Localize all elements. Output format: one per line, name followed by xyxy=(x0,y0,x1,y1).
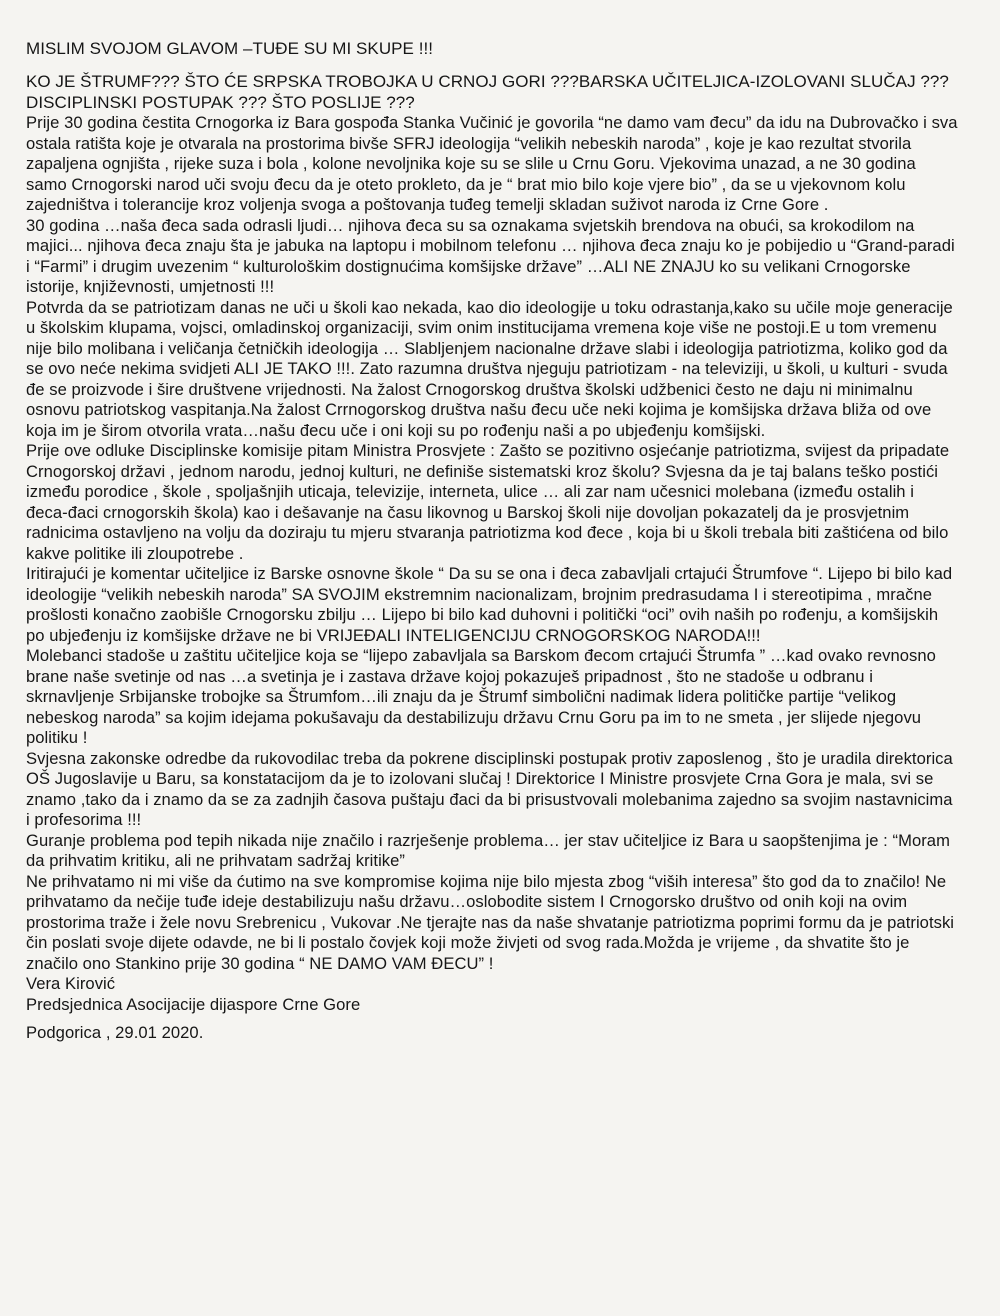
signature-role: Predsjednica Asocijacije dijaspore Crne Gore xyxy=(26,994,361,1014)
document-subtitle: KO JE ŠTRUMF??? ŠTO ĆE SRPSKA TROBOJKA U CRNOJ GORI ???BARSKA UČITELJICA-IZOLOVANI SLUČAJ ??? DISCIPLINSKI POSTUPAK ??? ŠTO POSLIJE ??? xyxy=(26,72,949,112)
paragraph-9: Ne prihvatamo ni mi više da ćutimo na sve kompromise kojima nije bilo mjesta zbog “viših interesa” što god da to značilo! Ne prihvatamo da nečije tuđe ideje destabilizuju našu državu…oslobodite sistem I Crnogorsko društvo od onih koji na ovim prostorima traže i žele novu Srebrenicu , Vukovar .Ne tjerajte nas da naše shvatanje patriotizma poprimi formu da je patriotski čin poslati svoje dijete odavde, ne bi li postalo čovjek koji može živjeti od svog rada.Možda je vrijeme , da shvatite što je značilo ono Stankino prije 30 godina “ NE DAMO VAM ĐECU” ! xyxy=(26,871,955,973)
paragraph-2: 30 godina …naša đeca sada odrasli ljudi… njihova đeca su sa oznakama svjetskih brendova na obući, sa krokodilom na majici... njihova đeca znaju šta je jabuka na laptopu i mobilnom telefonu … njihova đeca znaju ko je pobijedio u “Grand-paradi i “Farmi” i drugim uvezenim “ kulturološkim dostignućima komšijske države” …ALI NE ZNAJU ko su velikani Crnogorske istorije, književnosti, umjetnosti !!! xyxy=(26,215,955,296)
paragraph-3: Potvrda da se patriotizam danas ne uči u školi kao nekada, kao dio ideologije u toku odrastanja,kako su učile moje generacije u školskim klupama, vojsci, omladinskoj organizaciji, svim onim institucijama vremena koje više ne postoji.E u tom vremenu nije bilo molibana i veličanja četničkih ideologija … Slabljenjem nacionalne države slabi i ideologija patriotizma, koliko god da se ovo neće nekima svidjeti ALI JE TAKO !!!. Zato razumna društva njeguju patriotizam - na televiziji, u školi, u kulturi - svuda đe se proizvode i šire društvene vrijednosti. Na žalost Crnogorskog društva školski udžbenici često ne daju ni minimalnu osnovu patriotskog vaspitanja.Na žalost Crrnogorskog društva našu đecu uče neki kojima je komšijska država bliža od ove koja im je širom otvorila vrata…našu đecu uče i oni koji su po rođenju naši a po ubjeđenju komšijski. xyxy=(26,297,953,440)
paragraph-4: Prije ove odluke Disciplinske komisije pitam Ministra Prosvjete : Zašto se pozitivno osjećanje patriotizma, svijest da pripadate Crnogorskoj državi , jednom narodu, jednoj kulturi, ne definiše sistematski kroz školu? Svjesna da je taj balans teško postići između porodice , škole , spoljašnjih uticaja, televizije, interneta, ulice … ali zar nam učesnici molebana (između ostalih i đeca-đaci crnogorskih škola) kao i dešavanje na času likovnog u Barskoj školi nije dovoljan pokazatelj da je prosvjetnim radnicima ostavljeno na volju da doziraju tu mjeru stvaranja patriotizma kod đece , koja bi u školi trebala biti zaštićena od bilo kakve politike ili zloupotrebe . xyxy=(26,441,950,563)
paragraph-7: Svjesna zakonske odredbe da rukovodilac treba da pokrene disciplinski postupak protiv zaposlenog , što je uradila direktorica OŠ Jugoslavije u Baru, sa konstatacijom da je to izolovani slučaj ! Direktorice I Ministre prosvjete Crna Gora je mala, svi se znamo ,tako da i znamo da se za zadnjih časova puštaju đaci da bi prisustvovali molebanima zajedno sa svojim nastavnicima i profesorima !!! xyxy=(26,748,953,829)
paragraph-8: Guranje problema pod tepih nikada nije značilo i razrješenje problema… jer stav učiteljice iz Bara u saopštenjima je : “Moram da prihvatim kritiku, ali ne prihvatam sadržaj kritike” xyxy=(26,830,950,870)
document-title: MISLIM SVOJOM GLAVOM –TUĐE SU MI SKUPE !!! xyxy=(26,39,434,58)
paragraph-1: Prije 30 godina čestita Crnogorka iz Bara gospođa Stanka Vučinić je govorila “ne damo vam đecu” da idu na Dubrovačko i sva ostala ratišta koje je otvarala na prostorima bivše SFRJ ideologija “velikih nebeskih naroda” , koje je kao rezultat stvorila zapaljena ognjišta , rijeke suza i bola , kolone nevoljnika koje su se slile u Crnu Goru. Vjekovima unazad, a ne 30 godina samo Crnogorski narod uči svoju đecu da je oteto prokleto, da je “ brat mio bilo koje vjere bio” , da se u vjekovnom kolu zajedništva i tolerancije kroz voljenja svoga a poštovanja tuđeg temelji skladan suživot naroda iz Crne Gore . xyxy=(26,113,958,214)
place-date: Podgorica , 29.01 2020. xyxy=(26,1023,204,1042)
paragraph-5: Iritirajući je komentar učiteljice iz Barske osnovne škole “ Da su se ona i đeca zabavljali crtajući Štrumfove “. Lijepo bi bilo kad ideologije “velikih nebeskih naroda” SA SVOJIM ekstremnim nacionalizam, brojnim predrasudama I i stereotipima , mračne prošlosti konačno zaobišle Crnogorsku zbilju … Lijepo bi bilo kad duhovni i politički “oci” ovih naših po rođenju, a komšijskih po ubjeđenju iz komšijske države ne bi VRIJEĐALI INTELIGENCIJU CRNOGORSKOG NARODA!!! xyxy=(26,564,953,645)
paragraph-6: Molebanci stadoše u zaštitu učiteljice koja se “lijepo zabavljala sa Barskom đecom crtajući Štrumfa ” …kad ovako revnosno brane naše svetinje od nas …a svetinja je i zastava države kojoj pokazuješ pripadnost , što ne stadoše u odbranu i skrnavljenje Srbijanske trobojke sa Štrumfom…ili znaju da je Štrumf simbolični nadimak lidera političke partije “velikog nebeskog naroda” sa kojim idejama pokušavaju da destabilizuju državu Crnu Goru pa im to ne smeta , jer slijede njegovu politiku ! xyxy=(26,646,936,747)
signature-name: Vera Kirović xyxy=(26,974,116,993)
